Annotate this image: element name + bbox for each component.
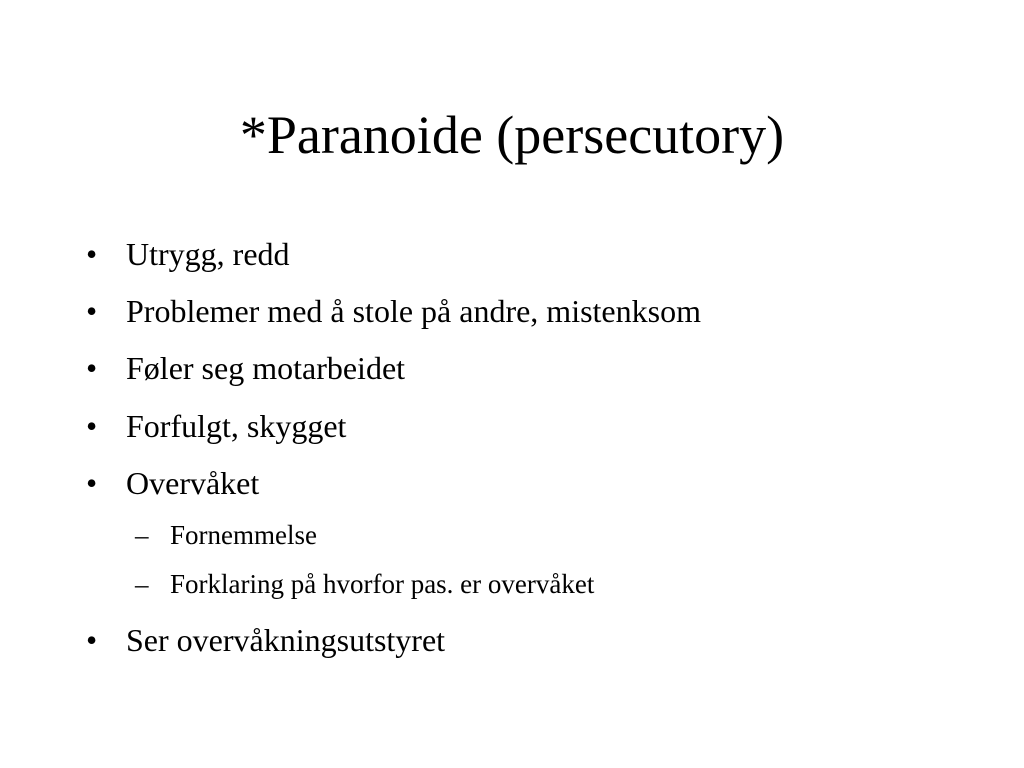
bullet-text: Utrygg, redd (126, 236, 290, 272)
sub-bullet-text: Forklaring på hvorfor pas. er overvåket (170, 569, 595, 599)
sub-bullet-marker: – (135, 520, 149, 550)
bullet-marker: • (86, 293, 98, 329)
bullet-text: Ser overvåkningsutstyret (126, 622, 446, 658)
bullet-marker: • (86, 236, 98, 272)
sub-bullet-marker: – (135, 569, 149, 599)
bullet-text: Føler seg motarbeidet (126, 350, 406, 386)
bullet-marker: • (86, 350, 98, 386)
bullet-marker: • (86, 408, 98, 444)
bullet-text: Problemer med å stole på andre, mistenksom (126, 293, 701, 329)
bullet-marker: • (86, 622, 98, 658)
sub-bullet-text: Fornemmelse (170, 520, 317, 550)
bullet-text: Forfulgt, skygget (126, 408, 347, 444)
bullet-marker: • (86, 465, 98, 501)
bullet-text: Overvåket (126, 465, 260, 501)
slide-title: *Paranoide (persecutory) (239, 105, 785, 165)
